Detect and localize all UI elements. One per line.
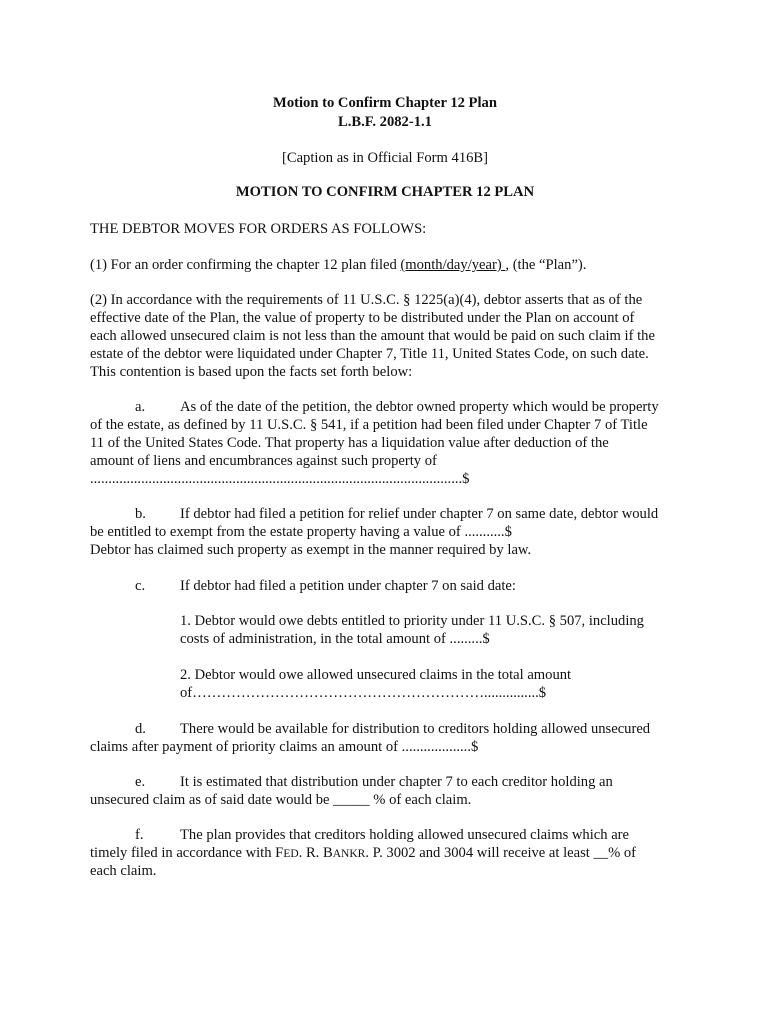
item-f-smallcaps: ANKR [332, 848, 366, 860]
item-f-line [90, 844, 636, 863]
item-c-sub1-line: costs of administration, in the total amount of .........$ [180, 631, 490, 647]
paragraph-1 [90, 256, 586, 274]
paragraph-2-line: estate of the debtor were liquidated under Chapter 7, Title 11, United States Code, on such date. [90, 346, 649, 362]
item-b-label: b. [135, 506, 146, 522]
caption-note: [Caption as in Official Form 416B] [281, 150, 489, 166]
item-c-label: c. [135, 578, 146, 594]
item-b-line: If debtor had filed a petition for relief under chapter 7 on same date, debtor would [180, 506, 659, 522]
item-f-label: f. [135, 827, 144, 843]
paragraph-1-end: , (the “Plan”). [505, 257, 587, 273]
item-a-line: As of the date of the petition, the debtor owned property which would be property [180, 399, 659, 415]
item-a-label: a. [135, 399, 146, 415]
plan-date-blank: (month/day/year) [400, 257, 506, 273]
item-c-sub2-line: 2. Debtor would owe allowed unsecured claims in the total amount [180, 667, 572, 683]
item-f-line: The plan provides that creditors holding allowed unsecured claims which are [180, 827, 630, 843]
item-e-label: e. [135, 774, 146, 790]
item-b-line: be entitled to exempt from the estate property having a value of ...........$ [90, 524, 512, 540]
item-d-line: There would be available for distribution to creditors holding allowed unsecured [180, 721, 651, 737]
paragraph-2-line: each allowed unsecured claim is not less than the amount that would be paid on such claim if the [90, 328, 655, 344]
item-f-line: each claim. [90, 863, 157, 879]
paragraph-2-line: effective date of the Plan, the value of property to be distributed under the Plan on account of [90, 310, 635, 326]
item-d-label: d. [135, 721, 146, 737]
intro-line: THE DEBTOR MOVES FOR ORDERS AS FOLLOWS: [90, 221, 427, 237]
item-c-line: If debtor had filed a petition under chapter 7 on said date: [180, 578, 516, 594]
item-d-line: claims after payment of priority claims an amount of ...................$ [90, 739, 479, 755]
document-title: Motion to Confirm Chapter 12 Plan [273, 95, 497, 111]
item-e-line: unsecured claim as of said date would be _____ % of each claim. [90, 792, 472, 808]
paragraph-1-text: (1) For an order confirming the chapter 12 plan filed [90, 257, 401, 273]
paragraph-2-line: This contention is based upon the facts set forth below: [90, 364, 413, 380]
item-a-line: of the estate, as defined by 11 U.S.C. § 541, if a petition had been filed under Chapter 7 of Title [90, 417, 648, 433]
item-e-line: It is estimated that distribution under chapter 7 to each creditor holding an [180, 774, 613, 790]
item-f-smallcaps: ED [283, 848, 299, 860]
form-number: L.B.F. 2082-1.1 [338, 114, 432, 130]
item-c-sub2-line: of……………………………………………………...............$ [180, 685, 547, 701]
motion-title: MOTION TO CONFIRM CHAPTER 12 PLAN [235, 184, 535, 200]
item-f-text: . R. B [298, 845, 333, 861]
item-c-sub1-line: 1. Debtor would owe debts entitled to priority under 11 U.S.C. § 507, including [180, 613, 644, 629]
paragraph-2-line: (2) In accordance with the requirements of 11 U.S.C. § 1225(a)(4), debtor asserts that as of the [90, 292, 643, 308]
item-f-text: . P. 3002 and 3004 will receive at least __% of [365, 845, 637, 861]
item-f-text: timely filed in accordance with F [90, 845, 284, 861]
item-a-line: amount of liens and encumbrances against such property of [90, 453, 437, 469]
item-a-line: 11 of the United States Code. That property has a liquidation value after deduction of the [90, 435, 609, 451]
item-a-amount-line: ......................................................................................................$ [90, 471, 470, 487]
item-b-line: Debtor has claimed such property as exempt in the manner required by law. [90, 542, 532, 558]
